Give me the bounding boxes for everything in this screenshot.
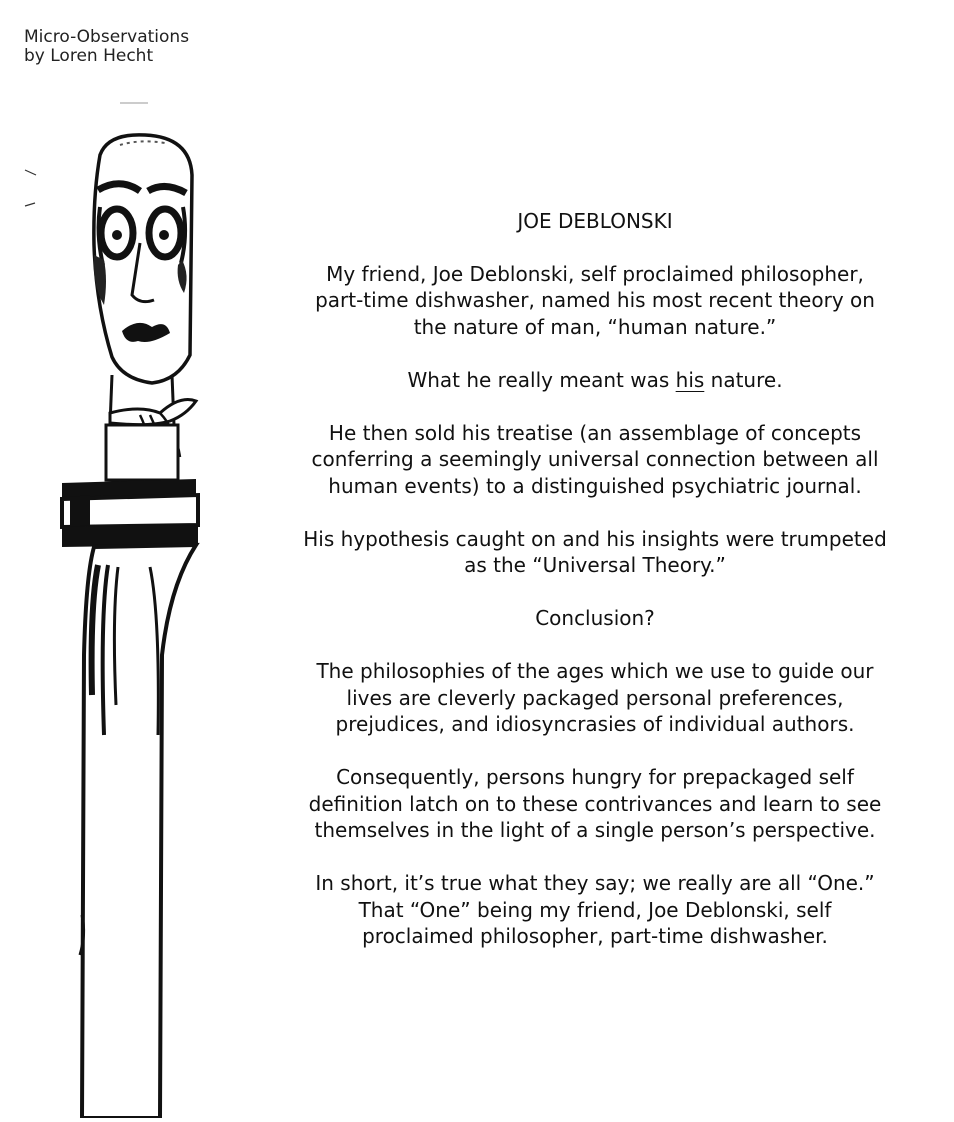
paragraph-5: Conclusion? — [535, 606, 655, 630]
series-title: Micro-Observations — [24, 27, 190, 47]
paragraph-8: In short, it’s true what they say; we really are all “One.” That “One” being my friend, Joe Deblonski, self proclaimed philosopher, part-time dishwasher. — [315, 871, 875, 948]
paragraph-2-after: nature. — [704, 367, 783, 392]
paragraph-1: My friend, Joe Deblonski, self proclaimed philosopher, part-time dishwasher, named his most recent theory on the nature of man, “human nature.” — [315, 261, 875, 339]
byline — [24, 28, 189, 66]
paragraph-2 — [300, 367, 890, 394]
author-credit: by Loren Hecht — [24, 46, 154, 66]
figure-on-column-illustration — [0, 95, 215, 1118]
paragraph-2-before: What he really meant was — [407, 367, 676, 392]
article-title: JOE DEBLONSKI — [517, 209, 673, 233]
paragraph-3: He then sold his treatise (an assemblage of concepts conferring a seemingly universal connection between all human events) to a distinguished psychiatric journal. — [311, 420, 879, 498]
paragraph-6: The philosophies of the ages which we use to guide our lives are cleverly packaged personal preferences, prejudices, and idiosyncrasies of individual authors. — [316, 659, 874, 736]
paragraph-7: Consequently, persons hungry for prepackaged self definition latch on to these contrivances and learn to see themselves in the light of a single person’s perspective. — [308, 765, 882, 842]
article — [300, 208, 890, 976]
emphasized-word: his — [675, 367, 705, 392]
paragraph-4: His hypothesis caught on and his insights were trumpeted as the “Universal Theory.” — [303, 526, 887, 577]
